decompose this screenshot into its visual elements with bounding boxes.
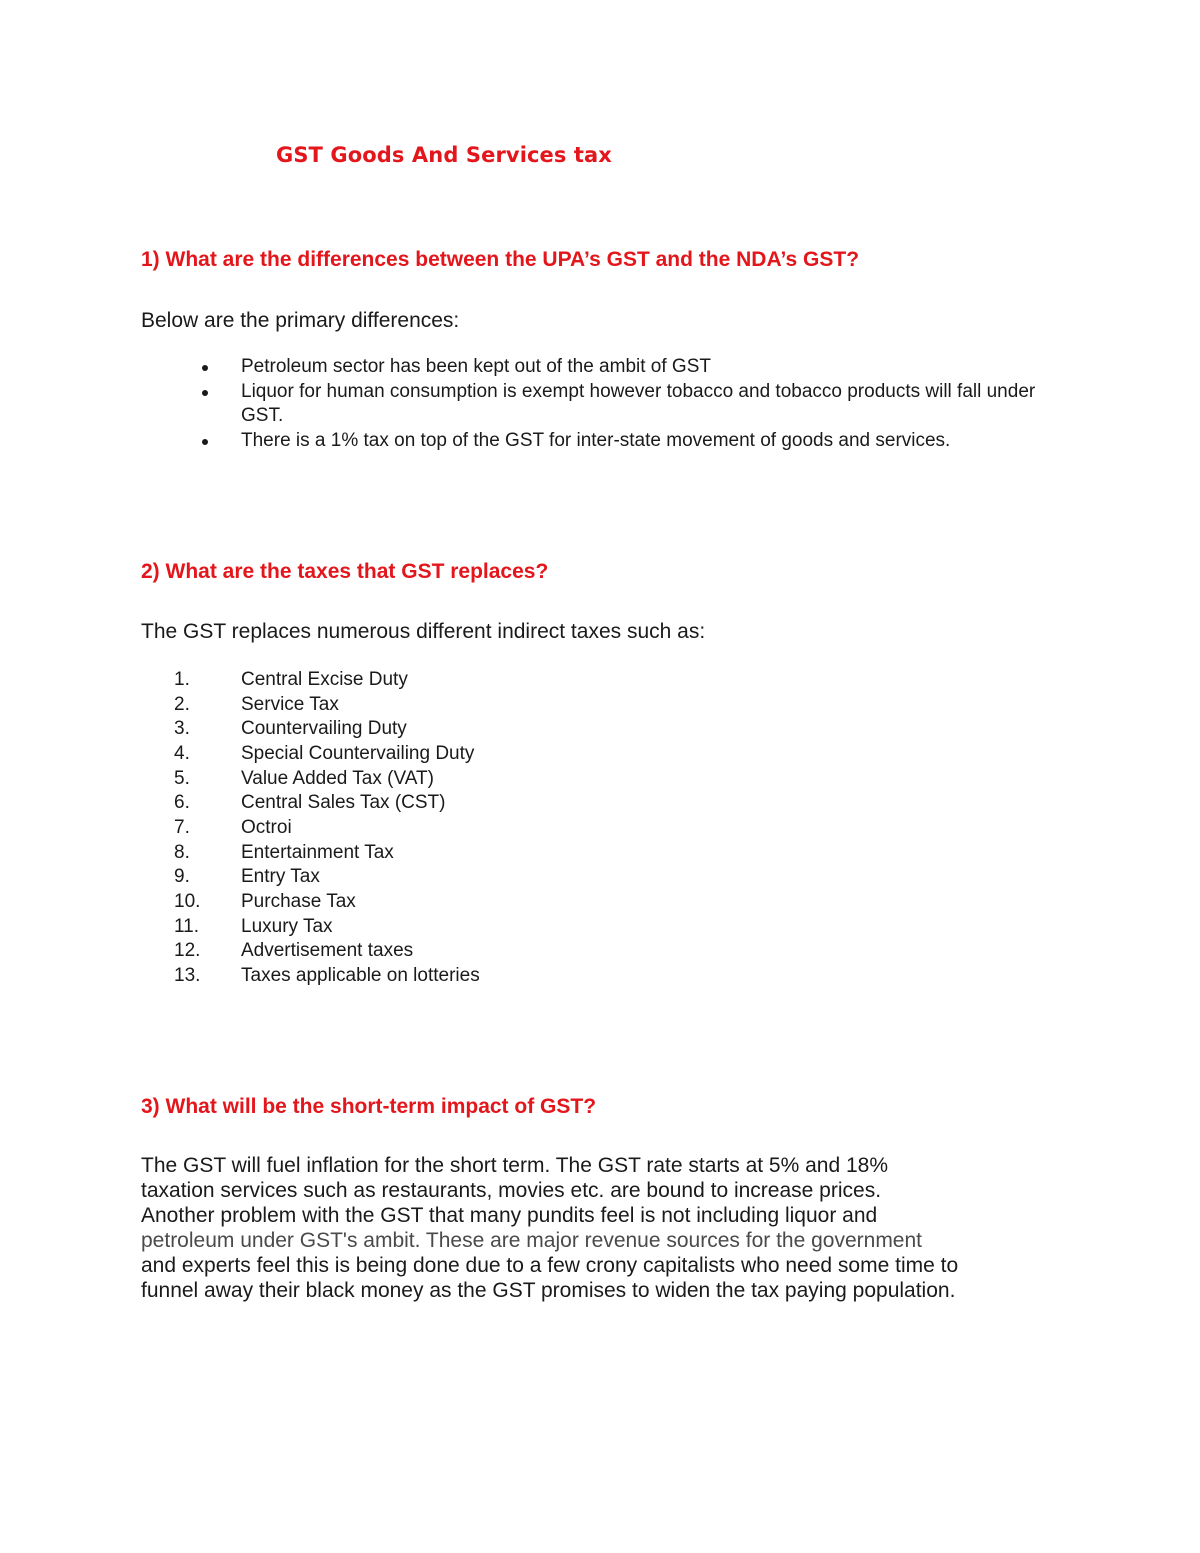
list-item: 1. Central Excise Duty bbox=[174, 669, 408, 690]
list-item: Liquor for human consumption is exempt however tobacco and tobacco products will fall under GST. bbox=[200, 380, 1080, 429]
list-item: 5. Value Added Tax (VAT) bbox=[174, 767, 434, 789]
section-2-heading: 2) What are the taxes that GST replaces? bbox=[141, 560, 549, 583]
bullet-icon bbox=[202, 439, 208, 445]
paragraph-line: petroleum under GST's ambit. These are major revenue sources for the government bbox=[141, 1229, 922, 1252]
bullet-icon bbox=[202, 365, 208, 371]
paragraph-line: The GST will fuel inflation for the short term. The GST rate starts at 5% and 18% bbox=[141, 1154, 889, 1177]
list-item: 3. Countervailing Duty bbox=[174, 718, 407, 740]
section-3-paragraph bbox=[141, 1153, 1071, 1303]
list-item: 10. Purchase Tax bbox=[174, 890, 356, 912]
list-item: 2. Service Tax bbox=[174, 693, 339, 715]
paragraph-line: Another problem with the GST that many pundits feel is not including liquor and bbox=[141, 1204, 878, 1227]
bullet-icon bbox=[202, 390, 208, 396]
section-2-numbered-list bbox=[174, 668, 874, 989]
paragraph-line: taxation services such as restaurants, movies etc. are bound to increase prices. bbox=[141, 1179, 882, 1202]
list-item: 12. Advertisement taxes bbox=[174, 940, 414, 962]
list-item: 8. Entertainment Tax bbox=[174, 841, 394, 863]
list-item: 11. Luxury Tax bbox=[174, 915, 333, 937]
list-item: 4. Special Countervailing Duty bbox=[174, 742, 475, 764]
paragraph-line: and experts feel this is being done due to a few crony capitalists who need some time to bbox=[141, 1254, 959, 1277]
paragraph-line: funnel away their black money as the GST promises to widen the tax paying population. bbox=[141, 1279, 956, 1302]
section-1-bullet-list bbox=[200, 355, 1080, 453]
section-1-intro: Below are the primary differences: bbox=[141, 309, 460, 332]
list-item: 13. Taxes applicable on lotteries bbox=[174, 964, 480, 986]
list-item: 9. Entry Tax bbox=[174, 866, 320, 888]
section-2-intro: The GST replaces numerous different indirect taxes such as: bbox=[141, 620, 706, 643]
list-item: There is a 1% tax on top of the GST for inter-state movement of goods and services. bbox=[200, 429, 1080, 454]
document-title: GST Goods And Services tax bbox=[276, 143, 612, 167]
section-1-heading: 1) What are the differences between the UPA’s GST and the NDA’s GST? bbox=[141, 248, 860, 271]
list-item: 7. Octroi bbox=[174, 816, 292, 838]
list-item: 6. Central Sales Tax (CST) bbox=[174, 792, 446, 814]
section-3-heading: 3) What will be the short-term impact of GST? bbox=[141, 1095, 597, 1118]
list-item: Petroleum sector has been kept out of the ambit of GST bbox=[200, 355, 1080, 380]
